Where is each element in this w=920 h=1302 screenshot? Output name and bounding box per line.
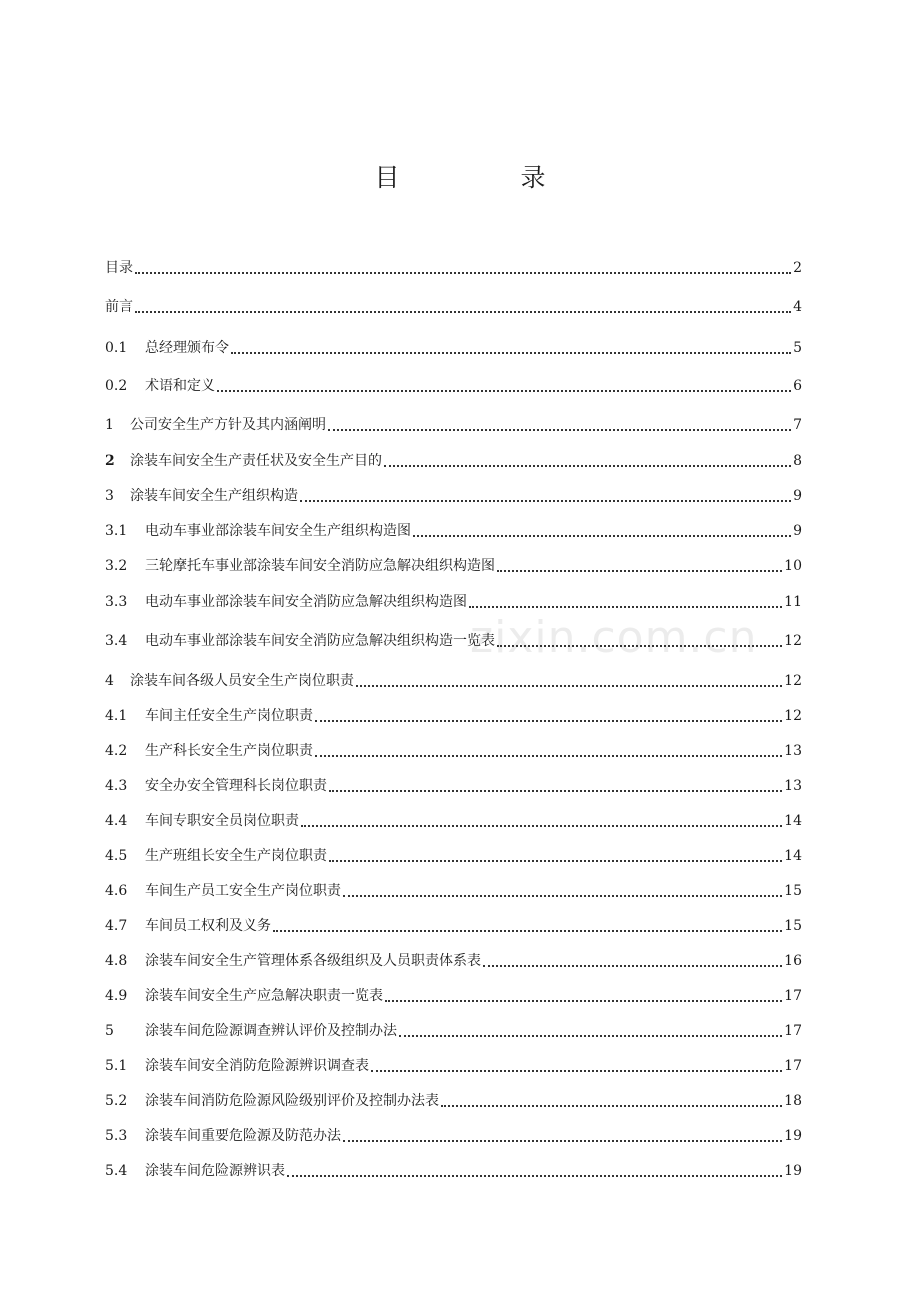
toc-entry[interactable] xyxy=(105,486,802,506)
toc-entry-number: 4.5 xyxy=(105,848,128,864)
toc-entry-page: 12 xyxy=(784,633,802,649)
toc-dot-leader xyxy=(371,1069,782,1072)
toc-entry-title: 涂装车间安全生产管理体系各级组织及人员职责体系表 xyxy=(145,953,481,969)
toc-entry[interactable] xyxy=(105,951,802,971)
toc-entry[interactable] xyxy=(105,556,802,576)
toc-entry[interactable] xyxy=(105,811,802,831)
toc-entry-number: 4.8 xyxy=(105,953,128,969)
toc-entry-number: 2 xyxy=(105,453,115,469)
toc-entry-page: 17 xyxy=(784,1058,802,1074)
toc-dot-leader xyxy=(441,1104,782,1107)
toc-entry[interactable] xyxy=(105,1091,802,1111)
toc-entry-page: 17 xyxy=(784,988,802,1004)
toc-entry-title: 电动车事业部涂装车间安全生产组织构造图 xyxy=(145,523,411,539)
toc-entry[interactable] xyxy=(105,671,802,691)
toc-entry-number: 5.2 xyxy=(105,1093,128,1109)
toc-entry-title: 车间主任安全生产岗位职责 xyxy=(145,708,313,724)
toc-dot-leader xyxy=(413,534,791,537)
toc-entry[interactable] xyxy=(105,1021,802,1041)
toc-entry-page: 8 xyxy=(793,453,802,469)
toc-entry-number: 3.4 xyxy=(105,633,128,649)
toc-dot-leader xyxy=(135,310,791,313)
toc-entry-number: 4 xyxy=(105,673,114,689)
toc-entry-number: 4.1 xyxy=(105,708,128,724)
toc-entry-page: 7 xyxy=(793,417,802,433)
toc-dot-leader xyxy=(343,894,782,897)
toc-entry-title: 涂装车间安全生产组织构造 xyxy=(130,488,298,504)
toc-dot-leader xyxy=(469,605,782,608)
toc-entry-number: 4.6 xyxy=(105,883,128,899)
toc-entry-page: 17 xyxy=(784,1023,802,1039)
toc-entry-title: 车间员工权利及义务 xyxy=(145,918,271,934)
toc-entry[interactable] xyxy=(105,297,802,317)
toc-entry-title: 涂装车间各级人员安全生产岗位职责 xyxy=(130,673,354,689)
toc-dot-leader xyxy=(497,569,782,572)
toc-entry[interactable] xyxy=(105,706,802,726)
toc-entry-page: 10 xyxy=(784,558,802,574)
toc-dot-leader xyxy=(231,351,791,354)
toc-entry[interactable] xyxy=(105,1056,802,1076)
toc-entry-title: 总经理颁布令 xyxy=(145,340,229,356)
toc-entry-page: 4 xyxy=(793,299,802,315)
toc-entry-page: 12 xyxy=(784,673,802,689)
toc-entry-page: 16 xyxy=(784,953,802,969)
toc-entry-page: 12 xyxy=(784,708,802,724)
toc-entry[interactable] xyxy=(105,1126,802,1146)
toc-entry-title: 车间专职安全员岗位职责 xyxy=(145,813,299,829)
toc-dot-leader xyxy=(301,824,782,827)
toc-entry[interactable] xyxy=(105,338,802,358)
toc-entry-title: 涂装车间安全消防危险源辨识调查表 xyxy=(145,1058,369,1074)
toc-entry-page: 9 xyxy=(793,488,802,504)
toc-entry[interactable] xyxy=(105,451,802,471)
toc-entry-page: 14 xyxy=(784,813,802,829)
toc-entry-title: 安全办安全管理科长岗位职责 xyxy=(145,778,327,794)
toc-dot-leader xyxy=(385,999,782,1002)
toc-entry[interactable] xyxy=(105,741,802,761)
toc-entry-title: 目录 xyxy=(105,260,133,276)
toc-entry-number: 4.4 xyxy=(105,813,128,829)
toc-entry-title: 涂装车间安全生产应急解决职责一览表 xyxy=(145,988,383,1004)
toc-entry-number: 5.1 xyxy=(105,1058,128,1074)
toc-entry[interactable] xyxy=(105,846,802,866)
toc-entry[interactable] xyxy=(105,1161,802,1181)
toc-dot-leader xyxy=(483,964,782,967)
toc-entry-page: 14 xyxy=(784,848,802,864)
toc-entry[interactable] xyxy=(105,376,802,396)
toc-entry[interactable] xyxy=(105,916,802,936)
toc-dot-leader xyxy=(300,499,791,502)
toc-entry[interactable] xyxy=(105,881,802,901)
toc-entry-title: 涂装车间消防危险源风险级别评价及控制办法表 xyxy=(145,1093,439,1109)
toc-entry-number: 5.4 xyxy=(105,1163,128,1179)
watermark: zixin.com.cn xyxy=(470,612,758,663)
toc-entry-number: 5.3 xyxy=(105,1128,128,1144)
toc-entry-number: 3.2 xyxy=(105,558,128,574)
toc-entry[interactable] xyxy=(105,986,802,1006)
toc-entry-title: 涂装车间危险源辨识表 xyxy=(145,1163,285,1179)
toc-entry-page: 13 xyxy=(784,743,802,759)
toc-entry-title: 涂装车间安全生产责任状及安全生产目的 xyxy=(130,453,382,469)
toc-entry-title: 生产科长安全生产岗位职责 xyxy=(145,743,313,759)
toc-entry-title: 电动车事业部涂装车间安全消防应急解决组织构造一览表 xyxy=(145,633,495,649)
toc-dot-leader xyxy=(273,929,782,932)
toc-dot-leader xyxy=(399,1034,782,1037)
toc-entry-page: 6 xyxy=(793,378,802,394)
toc-entry-number: 3.1 xyxy=(105,523,128,539)
toc-entry[interactable] xyxy=(105,631,802,651)
toc-dot-leader xyxy=(135,271,791,274)
toc-entry-page: 19 xyxy=(784,1128,802,1144)
toc-entry-page: 13 xyxy=(784,778,802,794)
page-title: 目 录 xyxy=(374,163,594,192)
toc-dot-leader xyxy=(315,754,782,757)
toc-dot-leader xyxy=(329,859,782,862)
toc-entry-page: 9 xyxy=(793,523,802,539)
toc-entry-title: 术语和定义 xyxy=(145,378,215,394)
toc-entry-page: 2 xyxy=(793,260,802,276)
toc-entry[interactable] xyxy=(105,521,802,541)
toc-entry-number: 3 xyxy=(105,488,114,504)
toc-dot-leader xyxy=(384,464,791,467)
toc-entry-title: 涂装车间危险源调查辨认评价及控制办法 xyxy=(145,1023,397,1039)
toc-entry-page: 15 xyxy=(784,883,802,899)
toc-dot-leader xyxy=(356,684,782,687)
toc-dot-leader xyxy=(497,644,782,647)
toc-entry-page: 11 xyxy=(784,594,802,610)
toc-entry-number: 4.9 xyxy=(105,988,128,1004)
toc-dot-leader xyxy=(217,389,791,392)
toc-entry-title: 前言 xyxy=(105,299,133,315)
toc-entry-title: 三轮摩托车事业部涂装车间安全消防应急解决组织构造图 xyxy=(145,558,495,574)
toc-entry-number: 3.3 xyxy=(105,594,128,610)
toc-entry-number: 4.3 xyxy=(105,778,128,794)
toc-entry[interactable] xyxy=(105,415,802,435)
toc-entry-number: 0.1 xyxy=(105,340,128,356)
toc-entry-number: 1 xyxy=(105,417,114,433)
toc-entry[interactable] xyxy=(105,776,802,796)
toc-entry-page: 15 xyxy=(784,918,802,934)
toc-entry-number: 4.2 xyxy=(105,743,128,759)
toc-entry-page: 19 xyxy=(784,1163,802,1179)
toc-dot-leader xyxy=(287,1174,782,1177)
toc-dot-leader xyxy=(328,428,791,431)
toc-entry-title: 生产班组长安全生产岗位职责 xyxy=(145,848,327,864)
toc-entry-title: 公司安全生产方针及其内涵阐明 xyxy=(130,417,326,433)
toc-entry-title: 涂装车间重要危险源及防范办法 xyxy=(145,1128,341,1144)
toc-entry-page: 5 xyxy=(793,340,802,356)
toc-entry[interactable] xyxy=(105,258,802,278)
toc-entry-number: 4.7 xyxy=(105,918,128,934)
toc-entry[interactable] xyxy=(105,592,802,612)
toc-entry-number: 5 xyxy=(105,1023,114,1039)
toc-entry-number: 0.2 xyxy=(105,378,128,394)
toc-dot-leader xyxy=(329,789,782,792)
toc-entry-title: 车间生产员工安全生产岗位职责 xyxy=(145,883,341,899)
toc-dot-leader xyxy=(315,719,782,722)
toc-entry-title: 电动车事业部涂装车间安全消防应急解决组织构造图 xyxy=(145,594,467,610)
toc-entry-page: 18 xyxy=(784,1093,802,1109)
toc-dot-leader xyxy=(343,1139,782,1142)
